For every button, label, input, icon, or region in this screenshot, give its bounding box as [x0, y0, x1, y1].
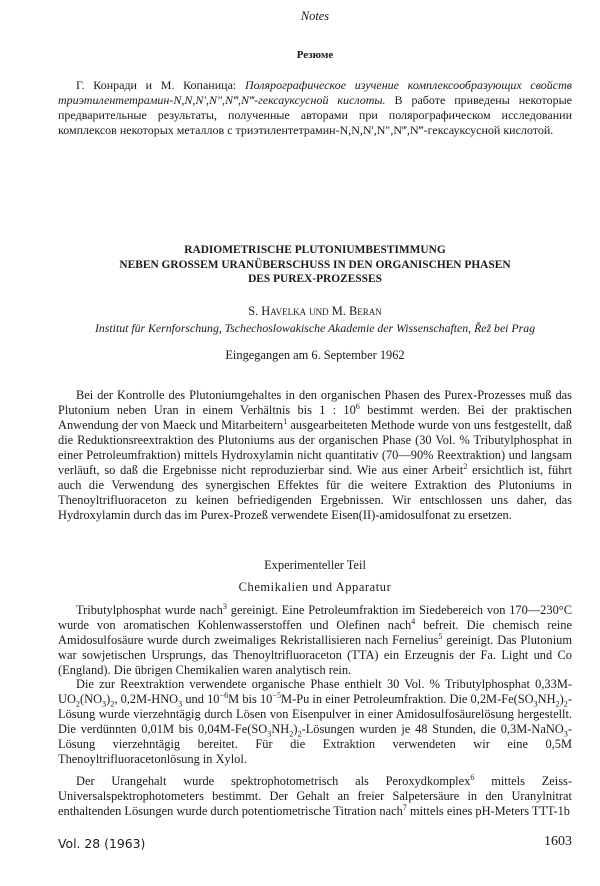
subsection-heading: Chemikalien und Apparatur: [238, 580, 392, 594]
resume-paragraph: [58, 78, 572, 138]
resume-authors: Г. Конради и М. Копаница:: [76, 78, 237, 92]
uranium-paragraph: Der Urangehalt wurde spektrophotometrisch als Peroxydkomplex$^6$ mittels Zeiss-Universalspektrophotometers bestimmt. Der Gehalt an freier Salpetersäure in den Uranylnitrat enthaltenden Lösungen wurde durch potentiometrische Titration nach$^7$ mittels eines pH-Meters TTT-1b: [58, 772, 572, 818]
article-authors: S. Havelka und M. Beran: [248, 304, 382, 318]
resume-heading: Резюме: [296, 49, 334, 61]
section-heading: Experimenteller Teil: [264, 558, 366, 572]
article-title-line: DES PUREX-PROZESSES: [248, 273, 382, 285]
received-date: Eingegangen am 6. September 1962: [225, 348, 405, 362]
article-affiliation: Institut für Kernforschung, Tschechoslowakische Akademie der Wissenschaften, Řež bei Prag: [94, 321, 536, 335]
materials-paragraph: Tributylphosphat wurde nach$^3$ gereinigt. Eine Petroleumfraktion im Siedebereich von 170—230°C wurde von aromatischen Kohlenwasserstoffen und Olefinen nach$^4$ befreit. Die chemisch reine Amidosulfosäure wurde durch zweimaliges Rekristallisieren nach Fernelius$^5$ gereinigt. Das Plutonium war sowjetischen Ursprungs, das Thenoyltrifluoraceton (TTA) ein Erzeugnis der Fa. Light und Co (England). Die übrigen Chemikalien waren analytisch rein.: [58, 601, 572, 677]
article-title-line: RADIOMETRISCHE PLUTONIUMBESTIMMUNG: [184, 244, 446, 256]
intro-paragraph: Bei der Kontrolle des Plutoniumgehaltes in den organischen Phasen des Purex-Prozesses muß das Plutonium neben Uran in einem Verhältnis bis 1 : $10^6$ bestimmt werden. Bei der praktischen Anwendung der von Maeck und Mitarbeitern$^1$ ausgearbeiteten Methode wurde von uns festgestellt, daß die Reduktionsreextraktion des Plutoniums aus der organischen Phase (30 Vol. % Tributylphosphat in einer Petroleumfraktion) mittels Hydroxylamin nicht quantitativ (70—90% Reextraktion) und langsam verläuft, so daß die Ergebnisse nicht reproduzierbar sind. Wie aus einer Arbeit$^2$ ersichtlich ist, führt auch die Verwendung des synergischen Effektes für die weitere Extraktion des Plutoniums in Thenoyltrifluoraceton zu keinen befriedigenden Ergebnissen. Wir entschlossen uns daher, das Hydroxylamin durch das im Purex-Prozeß verwendete Eisen(II)-amidosulfonat zu ersetzen.: [58, 388, 572, 522]
resume-body: В работе приведены некоторые предварительные результаты, полученные авторами при полярографическом исследовании комплексов некоторых металлов с триэтилентетрамин-N,N,N',N",N‴,N‴-гексауксусной кислотой.: [58, 93, 573, 137]
article-title: [58, 243, 572, 287]
article-title-line: NEBEN GROSSEM URANÜBERSCHUSS IN DEN ORGANISCHEN PHASEN: [119, 258, 511, 271]
reextraction-paragraph: Die zur Reextraktion verwendete organische Phase enthielt 30 Vol. % Tributylphosphat $0,33M-UO_2(NO_3)_2$, $0,2M-HNO_3$ und $10^{-6}M$ bis $10^{-5}M-Pu$ in einer Petroleumfraktion. Die $0,2M-Fe(SO_3NH_2)_2$-Lösung wurde vierzehntägig durch Lösen von Eisenpulver in einer Amidosulfosäurelösung hergestellt. Die verdünnten 0,01M bis $0,04M-Fe(SO_3NH_2)_2$-Lösungen wurden je 48 Stunden, die 0,3M-NaNO$_3$-Lösung vierzehntägig bereitet. Für die Extraktion verwendeten wir eine 0,5M Thenoyltrifluoracetonlösung in Xylol.: [58, 677, 573, 766]
resume-title: Полярографическое изучение комплексообразующих свойств триэтилентетрамин-N,N,N',N",N‴,N‴-гексауксусной кислоты.: [58, 78, 572, 107]
page-number: 1603: [544, 834, 572, 849]
page-footer: [58, 836, 572, 851]
running-head: Notes: [300, 9, 330, 23]
volume-label: Vol. 28 (1963): [58, 836, 146, 851]
